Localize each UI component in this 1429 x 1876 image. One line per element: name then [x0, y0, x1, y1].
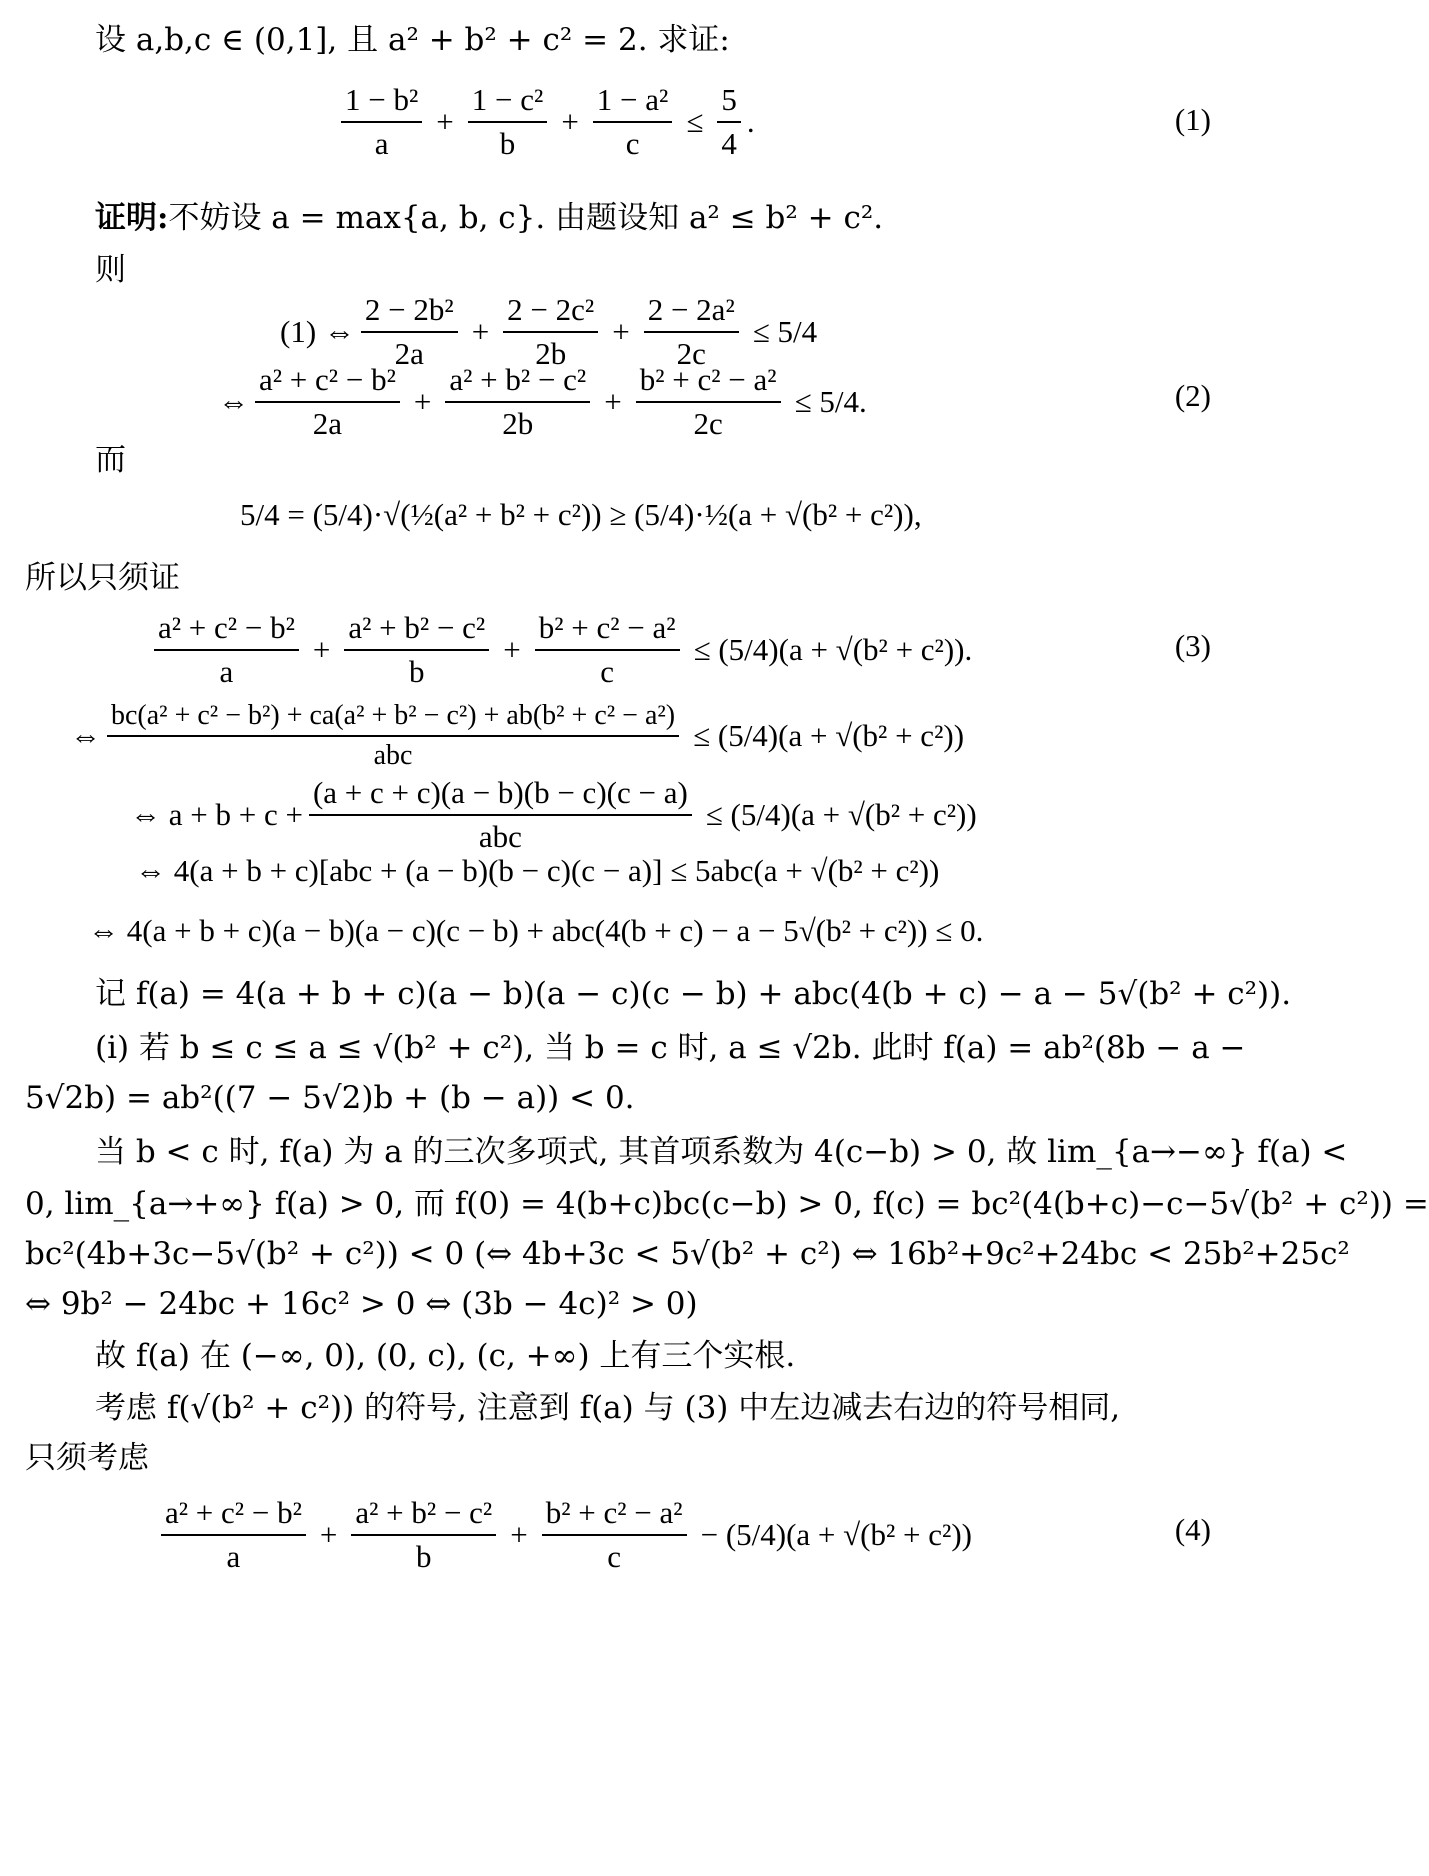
- case-2-line-4: ⇔ 9b² − 24bc + 16c² > 0 ⇔ (3b − 4c)² > 0): [25, 1286, 698, 1322]
- denominator: a: [374, 126, 389, 161]
- prefix: ⇔: [218, 384, 249, 419]
- case-1-line-2: 5√2b) = ab²((7 − 5√2)b + (b − a)) < 0.: [25, 1080, 635, 1116]
- case-2-line-2: 0, lim_{a→+∞} f(a) > 0, 而 f(0) = 4(b+c)bc(c−b) > 0, f(c) = bc²(4(b+c)−c−5√(b² + c²)) =: [25, 1186, 1429, 1222]
- proof-intro-text: 不妨设 a = max{a, b, c}. 由题设知 a² ≤ b² + c².: [168, 200, 884, 236]
- fraction: [161, 1495, 306, 1575]
- equation-tag-4: (4): [1174, 1512, 1211, 1547]
- equation-tag-1: (1): [1174, 102, 1211, 137]
- fraction: [542, 1495, 687, 1575]
- denominator: 2b: [502, 406, 534, 441]
- fraction: [344, 610, 489, 690]
- denominator: 2a: [312, 406, 343, 441]
- numerator: 2 − 2a²: [644, 292, 739, 333]
- equation-2b: ⇔ $\frac{\text{a² + c² − b²}}{2a}$ + $\frac{\text{a² + b² − c²}}{2b}$ + $\frac{\text{b² + c² − a²}}{2c}$ ≤ 5/4.: [218, 362, 867, 441]
- denominator: 2c: [676, 336, 706, 371]
- fraction: [636, 362, 781, 442]
- numerator: 1 − a²: [593, 82, 673, 123]
- so-only-text: 所以只须证: [25, 560, 180, 596]
- case-2-line-1: 当 b < c 时, f(a) 为 a 的三次多项式, 其首项系数为 4(c−b) > 0, 故 lim_{a→−∞} f(a) <: [95, 1134, 1348, 1170]
- rhs: ≤ 5/4: [752, 314, 818, 349]
- numerator: (a + c + c)(a − b)(b − c)(c − a): [309, 775, 692, 816]
- fraction: [154, 610, 299, 690]
- proof-label: 证明:: [95, 200, 169, 236]
- prefix: ⇔: [70, 718, 101, 753]
- fraction: [593, 82, 673, 162]
- rhs: ≤ (5/4)(a + √(b² + c²)).: [693, 632, 973, 667]
- numerator: a² + c² − b²: [255, 362, 400, 403]
- equation-1: $\frac{\text{1 − b²}}{a}$ + $\frac{\text{1 − c²}}{b}$ + $\frac{\text{1 − a²}}{c}$ ≤ $\frac{5}{4}$ .: [335, 82, 755, 162]
- fraction: [351, 1495, 496, 1575]
- denominator: abc: [373, 740, 413, 771]
- equation-tag-2: (2): [1174, 378, 1211, 413]
- numerator: a² + b² − c²: [344, 610, 489, 651]
- prefix: (1) ⇔: [280, 314, 355, 349]
- denominator: c: [600, 654, 615, 689]
- fraction: [107, 700, 679, 772]
- denominator: 2b: [535, 336, 567, 371]
- denominator: 2c: [693, 406, 723, 441]
- denominator: 4: [721, 126, 737, 161]
- consider-line-2: 只须考虑: [25, 1440, 149, 1476]
- numerator: a² + c² − b²: [161, 1495, 306, 1536]
- denominator: abc: [478, 819, 522, 854]
- proof-intro: [95, 200, 883, 237]
- equation-tag-3: (3): [1174, 628, 1211, 663]
- numerator: 5: [717, 82, 741, 123]
- fraction: [255, 362, 400, 442]
- numerator: a² + b² − c²: [351, 1495, 496, 1536]
- and-text: 而: [95, 442, 126, 478]
- numerator: 2 − 2c²: [503, 292, 598, 333]
- fraction: [309, 775, 692, 855]
- fraction: [361, 292, 458, 372]
- equation-step-2: [130, 775, 985, 855]
- rhs: ≤ (5/4)(a + √(b² + c²)): [705, 797, 977, 832]
- fraction: [468, 82, 548, 162]
- denominator: c: [607, 1539, 622, 1574]
- case-1-line-1: (i) 若 b ≤ c ≤ a ≤ √(b² + c²), 当 b = c 时, a ≤ √2b. 此时 f(a) = ab²(8b − a −: [95, 1030, 1246, 1066]
- fraction: [341, 82, 422, 162]
- equation-3: $\frac{\text{a² + c² − b²}}{a}$ + $\frac{\text{a² + b² − c²}}{b}$ + $\frac{\text{b² + c² − a²}}{c}$ ≤ (5/4)(a + √(b² + c²)).: [148, 610, 980, 690]
- sqrt-inequality: 5/4 = (5/4)·√(½(a² + b² + c²)) ≥ (5/4)·½(a + √(b² + c²)),: [240, 497, 922, 532]
- equation-step-3: ⇔ 4(a + b + c)[abc + (a − b)(b − c)(c − a)] ≤ 5abc(a + √(b² + c²)): [135, 853, 940, 888]
- denominator: c: [625, 126, 640, 161]
- numerator: a² + b² − c²: [445, 362, 590, 403]
- numerator: 1 − b²: [341, 82, 422, 123]
- numerator: 1 − c²: [468, 82, 548, 123]
- equation-4: $\frac{\text{a² + c² − b²}}{a}$ + $\frac{\text{a² + b² − c²}}{b}$ + $\frac{\text{b² + c² − a²}}{c}$ − (5/4)(a + √(b² + c²)): [155, 1495, 980, 1575]
- denominator: 2a: [394, 336, 424, 371]
- numerator: a² + c² − b²: [154, 610, 299, 651]
- problem-statement: 设 a,b,c ∈ (0,1], 且 a² + b² + c² = 2. 求证:: [95, 22, 730, 58]
- then-text: 则: [95, 252, 126, 288]
- denominator: b: [409, 654, 425, 689]
- rhs: ≤ 5/4.: [794, 384, 867, 419]
- denominator: a: [226, 1539, 241, 1574]
- rhs: − (5/4)(a + √(b² + c²)): [700, 1517, 972, 1552]
- equation-2a: (1) ⇔ $\frac{\text{2 − 2b²}}{2a}$ + $\frac{\text{2 − 2c²}}{2b}$ + $\frac{\text{2 − 2a²}}{2c}$ ≤ 5/4: [280, 292, 818, 371]
- equation-step-4: ⇔ 4(a + b + c)(a − b)(a − c)(c − b) + abc(4(b + c) − a − 5√(b² + c²)) ≤ 0.: [88, 913, 984, 948]
- numerator: 2 − 2b²: [361, 292, 458, 333]
- consider-line-1: 考虑 f(√(b² + c²)) 的符号, 注意到 f(a) 与 (3) 中左边减去右边的符号相同,: [95, 1390, 1121, 1426]
- fraction: [717, 82, 741, 162]
- roots-text: 故 f(a) 在 (−∞, 0), (0, c), (c, +∞) 上有三个实根.: [95, 1338, 796, 1374]
- define-f: 记 f(a) = 4(a + b + c)(a − b)(a − c)(c − b) + abc(4(b + c) − a − 5√(b² + c²)).: [95, 976, 1292, 1012]
- fraction: [503, 292, 598, 372]
- prefix: ⇔ a + b + c +: [130, 797, 303, 832]
- denominator: b: [499, 126, 516, 161]
- numerator: bc(a² + c² − b²) + ca(a² + b² − c²) + ab(b² + c² − a²): [107, 700, 679, 737]
- fraction: [535, 610, 680, 690]
- case-2-line-3: bc²(4b+3c−5√(b² + c²)) < 0 (⇔ 4b+3c < 5√(b² + c²) ⇔ 16b²+9c²+24bc < 25b²+25c²: [25, 1236, 1350, 1272]
- numerator: b² + c² − a²: [542, 1495, 687, 1536]
- numerator: b² + c² − a²: [636, 362, 781, 403]
- denominator: b: [416, 1539, 432, 1574]
- numerator: b² + c² − a²: [535, 610, 680, 651]
- denominator: a: [219, 654, 234, 689]
- fraction: [445, 362, 590, 442]
- equation-step-1: [70, 700, 972, 772]
- fraction: [644, 292, 739, 372]
- rhs: ≤ (5/4)(a + √(b² + c²)): [693, 718, 965, 753]
